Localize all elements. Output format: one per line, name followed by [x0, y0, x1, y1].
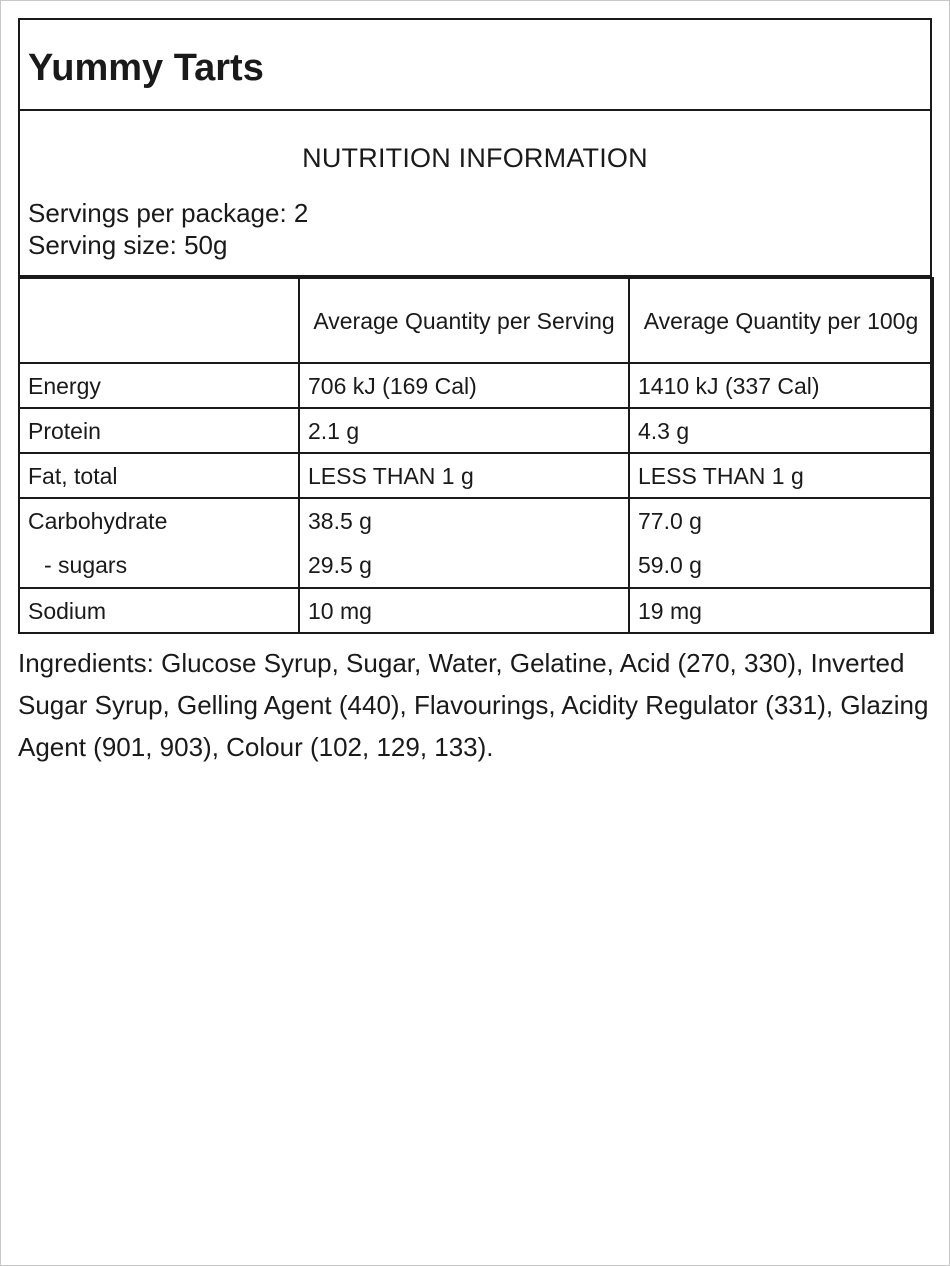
- nutrition-table: [18, 277, 934, 634]
- per-100g-value: 1410 kJ (337 Cal): [629, 363, 933, 408]
- table-row-protein: [19, 408, 933, 453]
- header-per-100g: Average Quantity per 100g: [629, 278, 933, 363]
- nutrient-name: Protein: [19, 408, 299, 453]
- table-header-row: [19, 278, 933, 363]
- product-title: Yummy Tarts: [20, 20, 930, 111]
- per-serving-value: LESS THAN 1 g: [299, 453, 629, 498]
- per-100g-value: 77.0 g: [638, 508, 702, 534]
- table-row-sodium: [19, 588, 933, 633]
- table-row-carbohydrate: [19, 498, 933, 588]
- sub-per-serving-value: 29.5 g: [308, 552, 372, 578]
- nutrient-name: Energy: [19, 363, 299, 408]
- nutrient-name-cell: [19, 498, 299, 588]
- per-100g-value: 19 mg: [629, 588, 933, 633]
- nutrient-name: Fat, total: [19, 453, 299, 498]
- per-100g-cell: [629, 498, 933, 588]
- sub-nutrient-name: - sugars: [44, 552, 128, 578]
- ingredients-text: Ingredients: Glucose Syrup, Sugar, Water, Gelatine, Acid (270, 330), Inverted Sugar Syrup, Gelling Agent (440), Flavourings, Acidity Regulator (331), Glazing Agent (901, 903), Colour (102, 129, 133).: [18, 648, 929, 762]
- per-100g-value: 4.3 g: [629, 408, 933, 453]
- servings-per-package: Servings per package: 2: [28, 198, 309, 228]
- nutrition-label: [18, 18, 932, 634]
- header-nutrient: [19, 278, 299, 363]
- nutrient-name: Carbohydrate: [28, 508, 168, 534]
- table-row-energy: [19, 363, 933, 408]
- per-serving-value: 10 mg: [299, 588, 629, 633]
- nutrient-name: Sodium: [19, 588, 299, 633]
- nutrition-heading: NUTRITION INFORMATION: [302, 143, 648, 173]
- table-row-fat: [19, 453, 933, 498]
- per-serving-value: 706 kJ (169 Cal): [299, 363, 629, 408]
- serving-size: Serving size: 50g: [28, 230, 228, 260]
- per-100g-value: LESS THAN 1 g: [629, 453, 933, 498]
- per-serving-value: 2.1 g: [299, 408, 629, 453]
- sub-per-100g-value: 59.0 g: [638, 552, 702, 578]
- nutrition-info-section: [20, 111, 930, 277]
- header-per-serving: Average Quantity per Serving: [299, 278, 629, 363]
- per-serving-cell: [299, 498, 629, 588]
- per-serving-value: 38.5 g: [308, 508, 372, 534]
